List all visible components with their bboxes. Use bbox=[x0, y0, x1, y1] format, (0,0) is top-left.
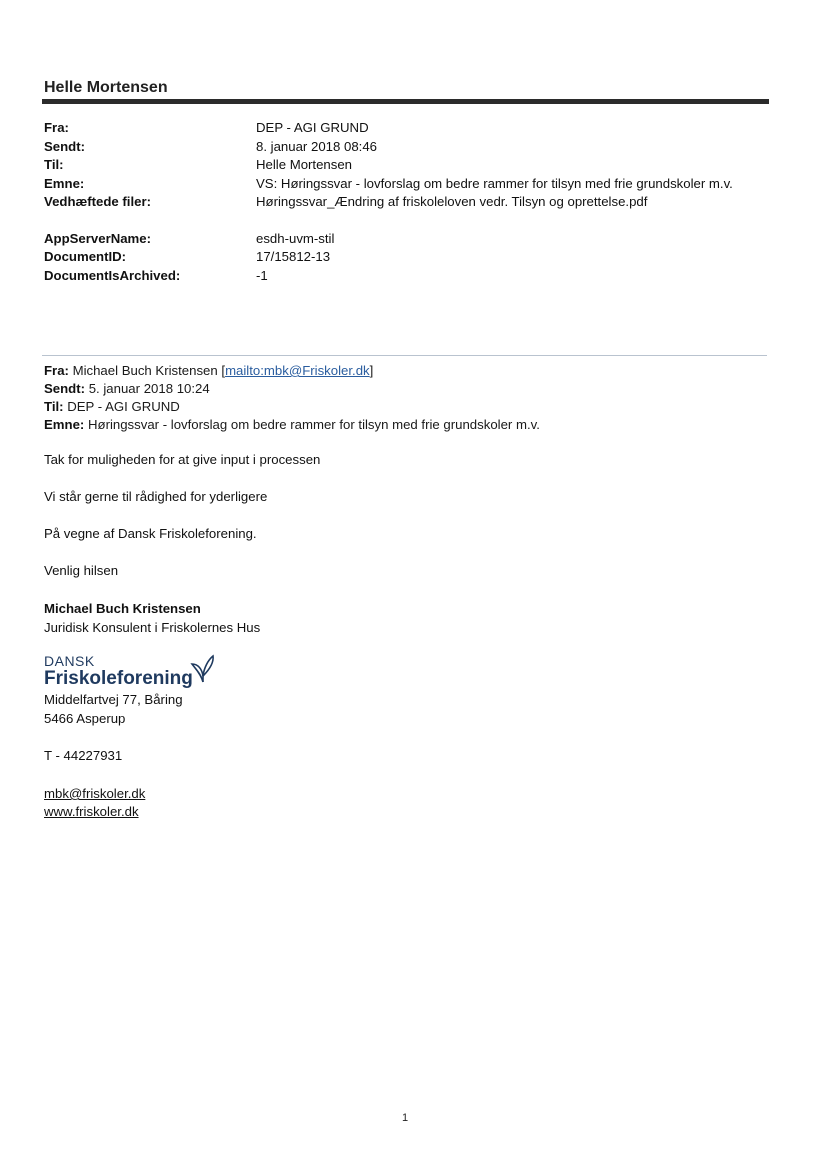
meta-key: Sendt: bbox=[44, 138, 86, 154]
fwd-subject-label: Emne: bbox=[44, 417, 85, 432]
address-line-1: Middelfartvej 77, Båring bbox=[44, 692, 183, 707]
signature-name: Michael Buch Kristensen bbox=[44, 601, 201, 616]
body-paragraph: Vi står gerne til rådighed for yderligere bbox=[44, 489, 268, 504]
email-metadata bbox=[44, 119, 764, 285]
meta-value: 8. januar 2018 08:46 bbox=[256, 138, 377, 154]
fwd-to-label: Til: bbox=[44, 399, 64, 414]
header-rule bbox=[42, 99, 769, 104]
fwd-subject-line bbox=[44, 416, 764, 434]
meta-value: 17/15812-13 bbox=[256, 249, 331, 264]
signature-title: Juridisk Konsulent i Friskolernes Hus bbox=[44, 620, 261, 635]
meta-gap bbox=[44, 212, 764, 230]
fwd-from-mailto-link[interactable]: mailto:mbk@Friskoler.dk bbox=[225, 363, 370, 378]
email-link[interactable]: mbk@friskoler.dk bbox=[44, 786, 146, 801]
attachment-filename[interactable]: Høringssvar_Ændring af friskoleloven vedr. Tilsyn og oprettelse.pdf bbox=[256, 194, 648, 209]
fwd-to-value: DEP - AGI GRUND bbox=[67, 399, 180, 414]
phone-number: T - 44227931 bbox=[44, 748, 123, 763]
meta-value: Helle Mortensen bbox=[256, 157, 353, 172]
fwd-sent-value: 5. januar 2018 10:24 bbox=[88, 381, 210, 396]
fwd-from-label: Fra: bbox=[44, 363, 69, 378]
meta-row-sent bbox=[44, 138, 764, 157]
meta-key: DocumentIsArchived: bbox=[44, 267, 181, 283]
meta-value: -1 bbox=[256, 267, 268, 283]
logo-text-top: DANSK bbox=[44, 653, 95, 669]
meta-value: VS: Høringssvar - lovforslag om bedre rammer for tilsyn med frie grundskoler m.v. bbox=[256, 175, 733, 191]
fwd-subject-value: Høringssvar - lovforslag om bedre rammer for tilsyn med frie grundskoler m.v. bbox=[87, 417, 540, 432]
fwd-to-line bbox=[44, 398, 764, 416]
fwd-sent-line bbox=[44, 380, 764, 398]
meta-row-archived bbox=[44, 267, 764, 286]
meta-row-attachments bbox=[44, 193, 764, 212]
meta-key: Vedhæftede filer: bbox=[44, 194, 151, 209]
meta-key: DocumentID: bbox=[44, 249, 127, 264]
meta-key: Til: bbox=[44, 157, 64, 172]
meta-row-to bbox=[44, 156, 764, 175]
website-link[interactable]: www.friskoler.dk bbox=[44, 804, 139, 819]
meta-row-from bbox=[44, 119, 764, 138]
meta-row-appserver bbox=[44, 230, 764, 249]
fwd-from-line: Fra: Michael Buch Kristensen [mailto:mbk@Friskoler.dk] bbox=[44, 363, 374, 378]
body-paragraph: Tak for muligheden for at give input i processen bbox=[44, 452, 321, 467]
leaf-icon bbox=[190, 652, 216, 686]
mailbox-owner-name: Helle Mortensen bbox=[44, 79, 168, 96]
meta-key: Emne: bbox=[44, 175, 85, 191]
meta-value: esdh-uvm-stil bbox=[256, 230, 335, 246]
meta-value: DEP - AGI GRUND bbox=[256, 120, 369, 135]
meta-row-subject bbox=[44, 175, 764, 194]
closing-greeting: Venlig hilsen bbox=[44, 563, 119, 578]
forwarded-header bbox=[44, 362, 764, 434]
friskoleforening-logo bbox=[44, 654, 224, 694]
fwd-from-value: Michael Buch Kristensen bbox=[72, 363, 218, 378]
logo-text-main: Friskoleforening bbox=[44, 668, 193, 689]
meta-key: AppServerName: bbox=[44, 230, 152, 246]
address-line-2: 5466 Asperup bbox=[44, 711, 126, 726]
page-number: 1 bbox=[402, 1112, 409, 1124]
meta-key: Fra: bbox=[44, 120, 69, 135]
fwd-sent-label: Sendt: bbox=[44, 381, 86, 396]
meta-row-documentid bbox=[44, 248, 764, 267]
forward-divider bbox=[42, 355, 767, 356]
body-paragraph: På vegne af Dansk Friskoleforening. bbox=[44, 526, 257, 541]
